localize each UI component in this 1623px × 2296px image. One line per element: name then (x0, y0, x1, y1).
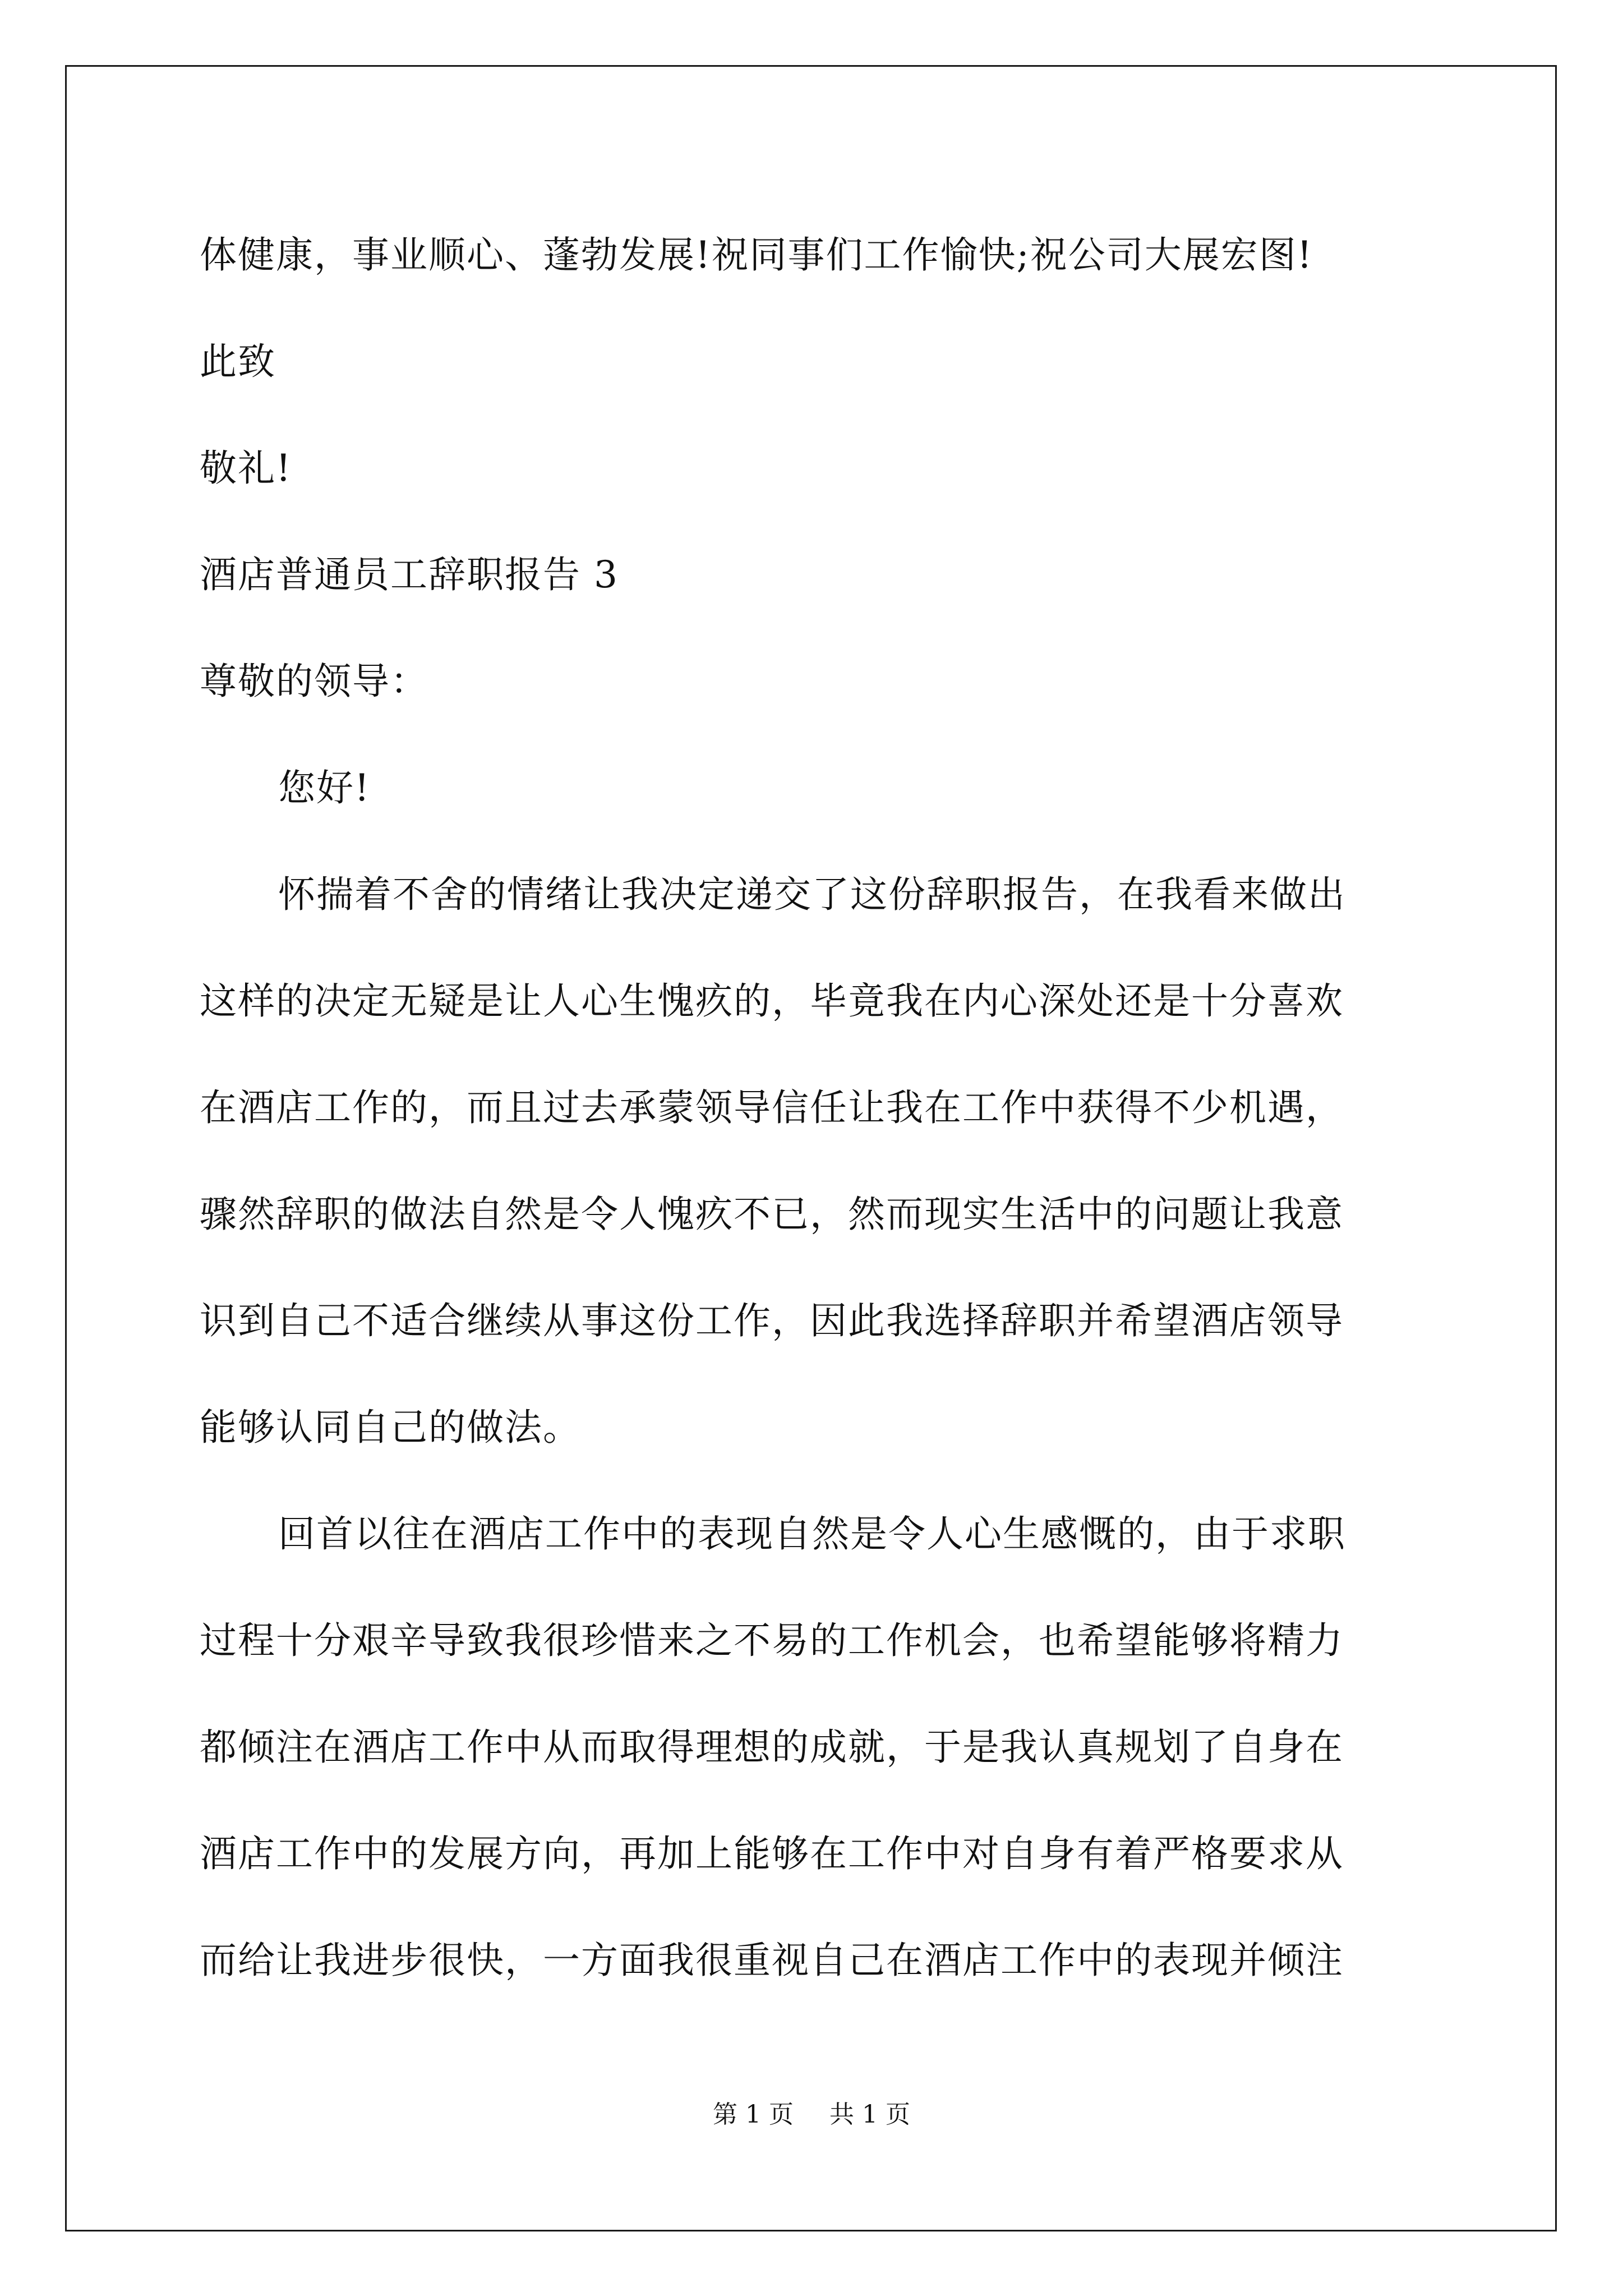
paragraph-line: 回首以往在酒店工作中的表现自然是令人心生感慨的，由于求职 (278, 1512, 1346, 1556)
paragraph-line: 能够认同自己的做法。 (200, 1406, 581, 1449)
closing-salutation: 此致 (200, 340, 276, 383)
paragraph-line: 识到自己不适合继续从事这份工作，因此我选择辞职并希望酒店领导 (200, 1299, 1344, 1342)
paragraph-line: 都倾注在酒店工作中从而取得理想的成就，于是我认真规划了自身在 (200, 1726, 1344, 1769)
page-footer (0, 2098, 1623, 2132)
page-number-current: 第 1 页 (713, 2100, 794, 2129)
paragraph-line: 怀揣着不舍的情绪让我决定递交了这份辞职报告，在我看来做出 (278, 873, 1346, 916)
closing-regards: 敬礼! (200, 447, 292, 490)
paragraph-line: 过程十分艰辛导致我很珍惜来之不易的工作机会，也希望能够将精力 (200, 1619, 1344, 1662)
greeting-recipient: 尊敬的领导： (200, 660, 428, 703)
greeting: 您好! (278, 766, 371, 809)
paragraph-line: 这样的决定无疑是让人心生愧疚的，毕竟我在内心深处还是十分喜欢 (200, 979, 1344, 1023)
text-line: 体健康，事业顺心、蓬勃发展!祝同事们工作愉快;祝公司大展宏图! (200, 233, 1313, 277)
paragraph-line: 骤然辞职的做法自然是令人愧疚不已，然而现实生活中的问题让我意 (200, 1193, 1344, 1236)
paragraph-line: 酒店工作中的发展方向，再加上能够在工作中对自身有着严格要求从 (200, 1832, 1344, 1875)
paragraph-line: 在酒店工作的，而且过去承蒙领导信任让我在工作中获得不少机遇， (200, 1086, 1344, 1129)
section-title: 酒店普通员工辞职报告 3 (200, 553, 619, 596)
paragraph-line: 而给让我进步很快，一方面我很重视自己在酒店工作中的表现并倾注 (200, 1939, 1344, 1982)
page-number-total: 共 1 页 (829, 2100, 910, 2129)
document-body (200, 202, 1422, 2014)
